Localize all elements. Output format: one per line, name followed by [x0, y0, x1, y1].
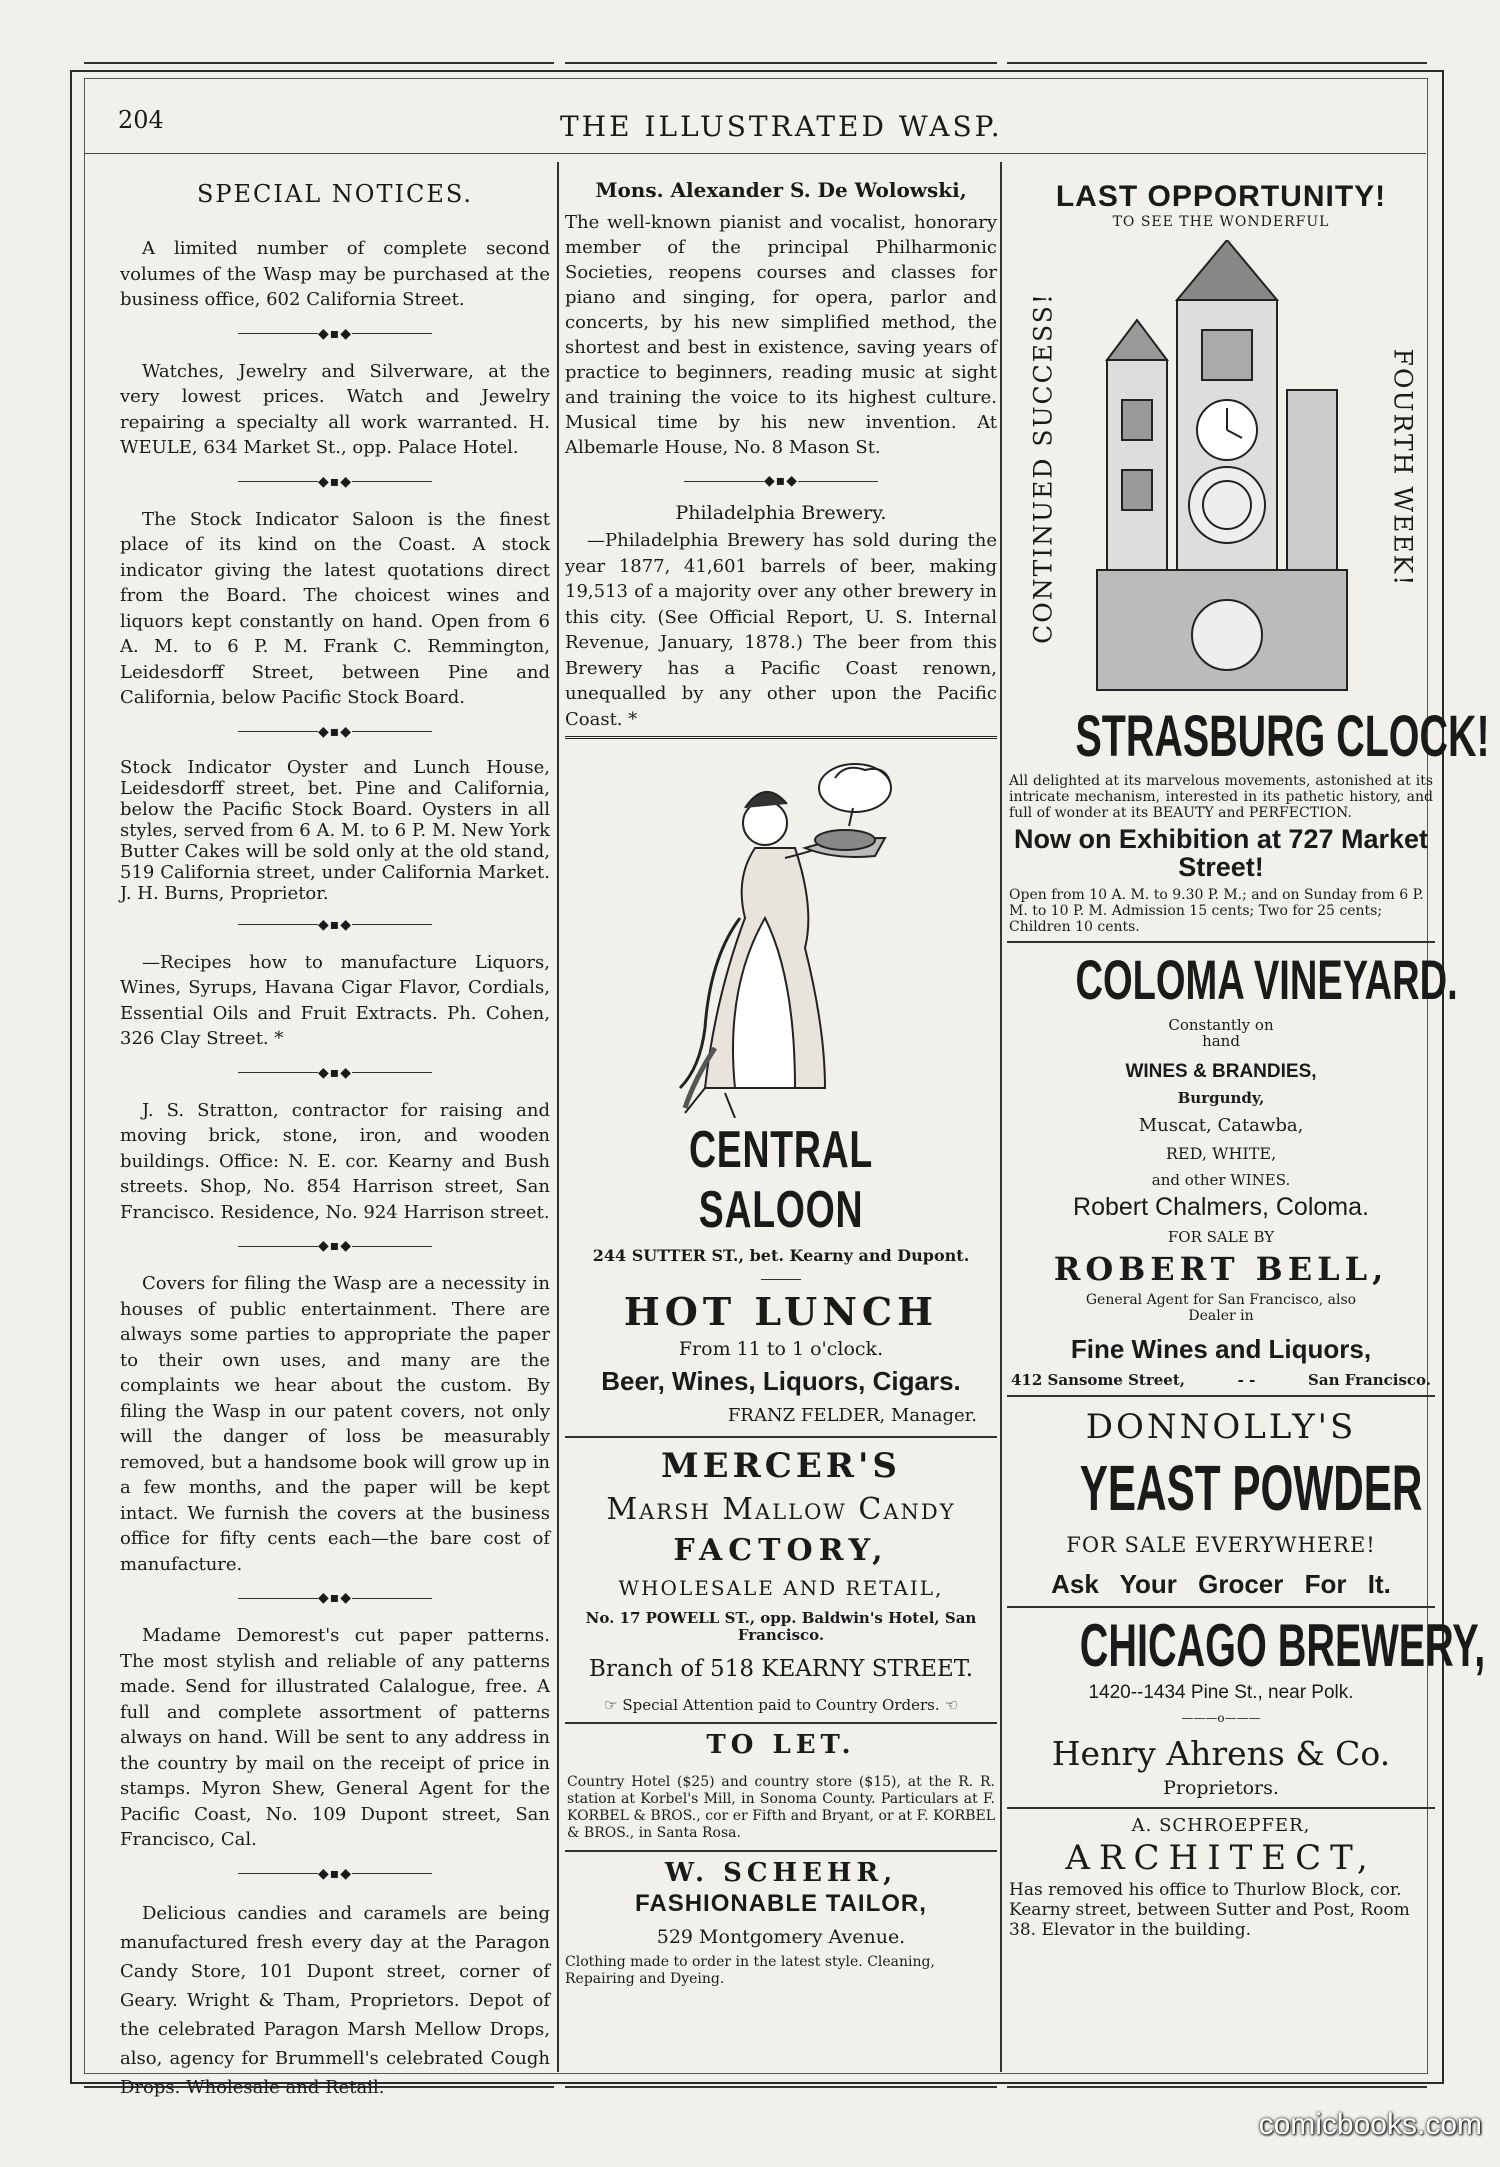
notice: A limited number of complete second volumes of the Wasp may be purchased at the business office, 602 California Street.	[120, 238, 550, 310]
notice: J. S. Stratton, contractor for raising and moving brick, stone, iron, and wooden buildings. Office: N. E. cor. Kearny and Bush streets. Shop, No. 854 Harrison street, San Francisco. Residence, No. 924 Harrison street.	[120, 1099, 550, 1223]
chicago-brewery-ad	[1007, 1612, 1486, 1799]
continued-success: CONTINUED SUCCESS!	[1028, 292, 1058, 644]
saloon-address: 244 SUTTER ST., bet. Kearny and Dupont.	[592, 1246, 970, 1265]
top-rule	[565, 62, 997, 68]
waitress-image	[565, 748, 997, 1118]
coloma-wines-brandies: WINES & BRANDIES,	[1125, 1061, 1317, 1082]
special-notices-heading: SPECIAL NOTICES.	[196, 180, 474, 208]
general-agent: General Agent for San Francisco, also Dealer in	[1085, 1292, 1357, 1324]
bottom-rule	[1007, 2086, 1427, 2092]
waitress-illustration	[565, 748, 997, 1118]
ask-grocer: Ask Your Grocer For It.	[1051, 1569, 1391, 1599]
divider	[565, 736, 997, 742]
robert-bell: ROBERT BELL,	[1053, 1250, 1389, 1288]
small-separator: ———o———	[1181, 1711, 1261, 1725]
saloon-name: CENTRAL SALOON	[689, 1121, 873, 1239]
architect-text: Has removed his office to Thurlow Block, cor. Kearny street, between Sutter and Post, Room 38. Elevator in the building.	[1009, 1880, 1410, 1940]
page-title: THE ILLUSTRATED WASP.	[560, 110, 1003, 143]
coloma-muscat: Muscat, Catawba,	[1138, 1115, 1304, 1136]
divider	[565, 1722, 997, 1724]
mercer-name: MERCER'S	[660, 1446, 901, 1486]
to-let-ad	[565, 1730, 997, 1842]
advertisements-column-middle	[565, 160, 997, 1988]
separator: ◆▪◆	[120, 1867, 550, 1881]
coloma-red-white: RED, WHITE,	[1165, 1144, 1277, 1163]
wolowski-text: The well-known pianist and vocalist, honorary member of the principal Philharmonic Societies, reopens courses and classes for piano and singing, for opera, parlor and concerts, by his new simplified method, the shortest and best in existence, saving years of practice to beginners, reading music at sight and training the voice to its highest culture. Musical time by his new invention. At Albemarle House, No. 8 Mason St.	[565, 212, 997, 458]
donnolly-ad	[1007, 1407, 1435, 1600]
donnolly-name: DONNOLLY'S	[1085, 1407, 1357, 1447]
bell-address	[1007, 1371, 1435, 1389]
saloon-drinks: Beer, Wines, Liquors, Cigars.	[601, 1366, 961, 1396]
bell-address-dash: - -	[1237, 1371, 1256, 1389]
central-saloon-ad	[565, 1120, 997, 1426]
bottom-rule	[565, 2086, 997, 2092]
special-attention	[565, 1696, 997, 1714]
clock-panel	[1007, 230, 1435, 705]
brewery-title: Philadelphia Brewery.	[675, 502, 887, 524]
notice: Stock Indicator Oyster and Lunch House, Leidesdorff street, bet. Pine and California, below the Pacific Stock Board. Oysters in all styles, served from 6 A. M. to 6 P. M. New York Butter Cakes will be sold only at the old stand, 519 California street, under California Market. J. H. Burns, Proprietor.	[120, 756, 550, 904]
divider	[565, 1436, 997, 1438]
pointing-hand-icon: ☞	[604, 1696, 618, 1714]
to-let-title: TO LET.	[706, 1730, 856, 1760]
clock-text: All delighted at its marvelous movements, astonished at its intricate mechanism, interested in its pathetic history, and full of wonder at its BEAUTY and PERFECTION.	[1009, 773, 1433, 821]
bell-address-left: 412 Sansome Street,	[1011, 1371, 1185, 1389]
hot-lunch: HOT LUNCH	[623, 1289, 939, 1334]
exhibition-hours: Open from 10 A. M. to 9.30 P. M.; and on Sunday from 6 P. M. to 10 P. M. Admission 15 cents; Two for 25 cents; Children 10 cents.	[1009, 887, 1424, 935]
separator: ◆▪◆	[120, 918, 550, 932]
proprietors: Proprietors.	[1163, 1777, 1279, 1799]
notice: Delicious candies and caramels are being manufactured fresh every day at the Paragon Candy Store, 101 Dupont street, corner of Geary. Wright & Tham, Proprietors. Depot of the celebrated Paragon Marsh Mellow Drops, also, agency for Brummell's celebrated Cough Drops. Wholesale and Retail.	[120, 1902, 550, 2098]
notice: Watches, Jewelry and Silverware, at the very lowest prices. Watch and Jewelry repairing a specialty all work warranted. H. WEULE, 634 Market St., opp. Palace Hotel.	[120, 360, 550, 458]
watermark: comicbooks.com	[1258, 2108, 1482, 2141]
top-rule	[84, 62, 554, 68]
header-rule	[84, 153, 1426, 154]
mercer-address: No. 17 POWELL ST., opp. Baldwin's Hotel, San Francisco.	[585, 1609, 977, 1644]
coloma-burgundy: Burgundy,	[1177, 1089, 1265, 1107]
separator: ◆▪◆	[120, 1591, 550, 1605]
schroepfer: A. SCHROEPFER,	[1131, 1815, 1311, 1836]
separator: ◆▪◆	[120, 475, 550, 489]
strasburg-clock-title: STRASBURG CLOCK!	[1075, 704, 1490, 769]
notices-list	[120, 236, 550, 2102]
coloma-for-sale-by: FOR SALE BY	[1167, 1228, 1275, 1246]
top-rule	[1007, 62, 1427, 68]
vertical-right-wrap	[1383, 230, 1423, 705]
mercer-sub: Marsh Mallow Candy	[606, 1492, 956, 1527]
mercer-factory: FACTORY,	[673, 1533, 889, 1568]
notice: Covers for filing the Wasp are a necessity in houses of public entertainment. There are always some parties to appropriate the paper to their own uses, and many are the complaints we hear about the custom. By filing the Wasp in our patent covers, not only will the danger of loss be measurably removed, but a handsome book will grow up in a few months, and the paper will be kept intact. We furnish the covers at the business office for fifty cents each—the bare cost of manufacture.	[120, 1273, 550, 1575]
mercer-wholesale: WHOLESALE AND RETAIL,	[618, 1576, 944, 1600]
separator: ◆▪◆	[120, 1239, 550, 1253]
saloon-manager: FRANZ FELDER, Manager.	[727, 1405, 977, 1426]
wolowski-title: Mons. Alexander S. De Wolowski,	[595, 178, 967, 202]
notice: —Recipes how to manufacture Liquors, Wines, Syrups, Havana Cigar Flavor, Cordials, Essential Oils and Fruit Extracts. Ph. Cohen, 326 Clay Street. *	[120, 951, 550, 1049]
separator: ◆▪◆	[565, 474, 997, 488]
special-attention-text: Special Attention paid to Country Orders.	[622, 1696, 940, 1714]
to-see: TO SEE THE WONDERFUL	[1112, 214, 1330, 230]
vertical-left-wrap	[1023, 230, 1063, 705]
separator: ◆▪◆	[120, 725, 550, 739]
architect-title: ARCHITECT,	[1065, 1838, 1377, 1878]
tailor-name: W. SCHEHR,	[664, 1858, 898, 1888]
page-number: 204	[118, 106, 164, 134]
coloma-constantly: Constantly on hand	[1168, 1016, 1274, 1050]
last-opportunity: LAST OPPORTUNITY!	[1055, 180, 1387, 213]
brewery-text: —Philadelphia Brewery has sold during the year 1877, 41,601 barrels of beer, making 19,513 of a majority over any other brewery in this city. (See Official Report, U. S. Internal Revenue, January, 1878.) The beer from this Brewery has a Pacific Coast renown, unequalled by any other upon the Pacific Coast. *	[565, 530, 997, 730]
lunch-hours: From 11 to 1 o'clock.	[678, 1338, 884, 1360]
coloma-chalmers: Robert Chalmers, Coloma.	[1073, 1193, 1369, 1221]
bell-address-right: San Francisco.	[1308, 1371, 1431, 1389]
coloma-other-wines: and other WINES.	[1151, 1171, 1291, 1189]
column-divider	[557, 162, 559, 2072]
coloma-title: COLOMA VINEYARD.	[1075, 948, 1458, 1011]
tailor-ad	[565, 1858, 997, 1988]
divider	[565, 1850, 997, 1852]
coloma-ad	[1007, 948, 1458, 1389]
divider	[1007, 1807, 1435, 1809]
for-sale-everywhere: FOR SALE EVERYWHERE!	[1066, 1533, 1376, 1557]
chicago-brewery-title: CHICAGO BREWERY,	[1079, 1612, 1486, 1679]
divider	[1007, 941, 1435, 943]
exhibition-text: Now on Exhibition at 727 Market Street!	[1013, 824, 1429, 882]
divider	[1007, 1606, 1435, 1608]
separator: ◆▪◆	[120, 327, 550, 341]
divider	[1007, 1395, 1435, 1397]
strasburg-ad	[1007, 180, 1490, 935]
mercer-branch: Branch of 518 KEARNY STREET.	[588, 1656, 974, 1682]
notice: The Stock Indicator Saloon is the finest place of its kind on the Coast. A stock indicator giving the latest quotations direct from the Board. The choicest wines and liquors kept constantly on hand. Open from 6 A. M. to 6 P. M. Frank C. Remmington, Leidesdorff Street, between Pine and California, below Pacific Stock Board.	[120, 508, 550, 708]
strasburg-clock-image	[1077, 240, 1367, 700]
chicago-address: 1420--1434 Pine St., near Polk.	[1088, 1682, 1354, 1703]
fine-wines: Fine Wines and Liquors,	[1070, 1334, 1372, 1364]
tailor-title: FASHIONABLE TAILOR,	[635, 1890, 927, 1917]
henry-ahrens: Henry Ahrens & Co.	[1051, 1734, 1391, 1773]
notice: Madame Demorest's cut paper patterns. The most stylish and reliable of any patterns made. Send for illustrated Calalogue, free. A full and complete assortment of patterns always on hand. Will be sent to any address in the country by mail on the receipt of price in stamps. Myron Shew, General Agent for the Pacific Coast, No. 109 Dupont street, San Francisco, Cal.	[120, 1625, 550, 1850]
yeast-powder: YEAST POWDER	[1079, 1452, 1423, 1524]
special-notices-column	[120, 160, 550, 2102]
separator: ◆▪◆	[120, 1066, 550, 1080]
mercer-ad	[565, 1446, 997, 1714]
advertisements-column-right	[1007, 160, 1490, 1940]
tailor-address: 529 Montgomery Avenue.	[656, 1926, 906, 1948]
pointing-hand-icon: ☜	[944, 1696, 958, 1714]
fourth-week: FOURTH WEEK!	[1388, 348, 1418, 588]
tailor-text: Clothing made to order in the latest style. Cleaning, Repairing and Dyeing.	[565, 1954, 935, 1987]
column-divider	[1000, 162, 1002, 2072]
to-let-text: Country Hotel ($25) and country store ($15), at the R. R. station at Korbel's Mill, in Sonoma County. Particulars at F. KORBEL & BROS., cor er Fifth and Bryant, or at F. KORBEL & BROS., in Santa Rosa.	[567, 1774, 995, 1841]
architect-ad	[1007, 1815, 1435, 1940]
short-rule	[761, 1279, 801, 1280]
